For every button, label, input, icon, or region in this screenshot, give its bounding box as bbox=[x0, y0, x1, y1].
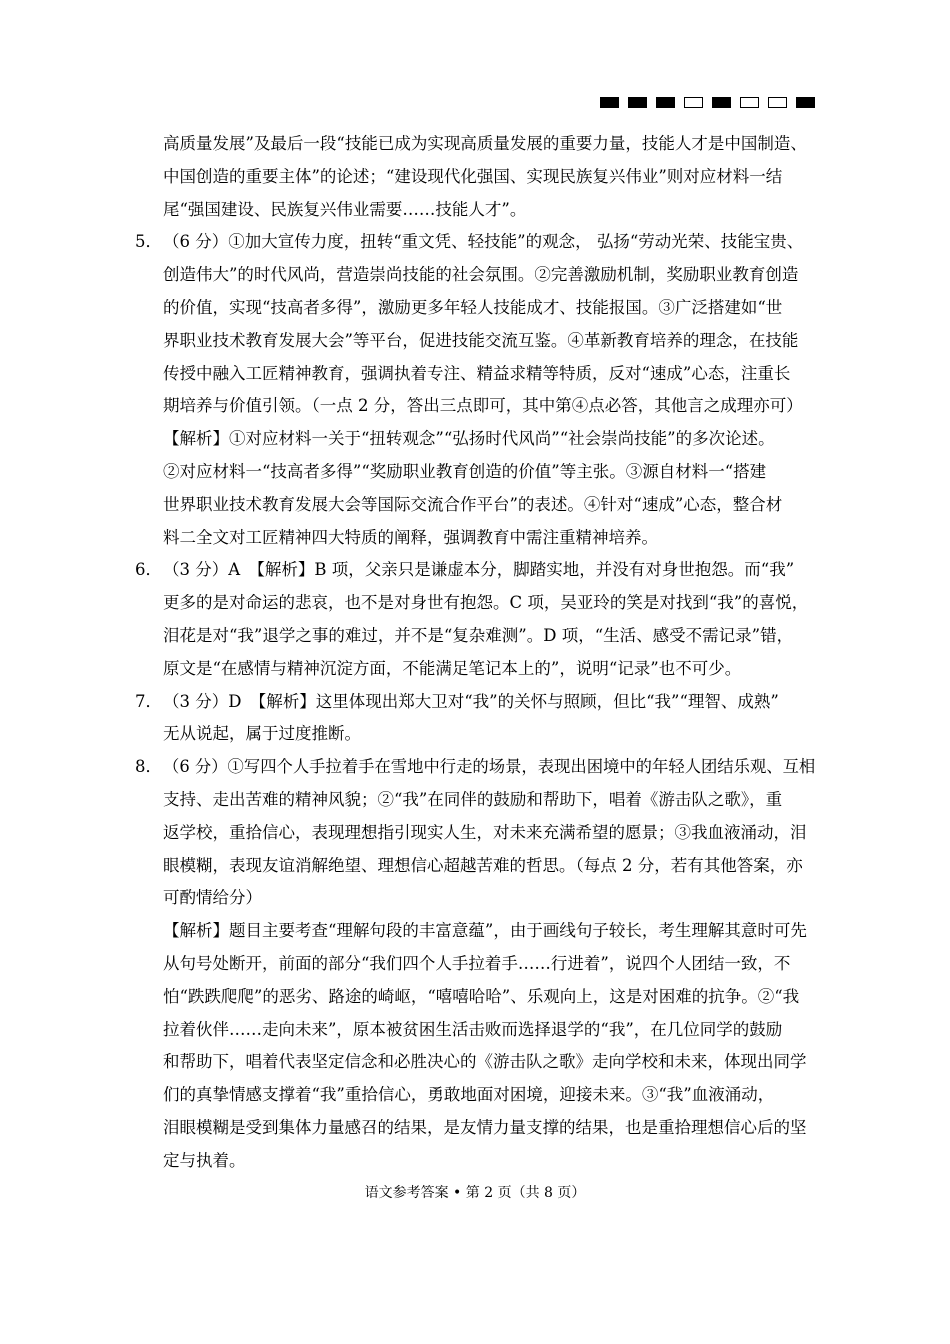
text-line: （6 分）①写四个人手拉着手在雪地中行走的场景，表现出困境中的年轻人团结乐观、互相 bbox=[163, 757, 816, 777]
question-number: 6． bbox=[135, 560, 162, 580]
text-line: 的价值，实现“技高者多得”，激励更多年轻人技能成才、技能报国。③广泛搭建如“世 bbox=[163, 297, 783, 317]
question-number: 7． bbox=[135, 691, 162, 711]
text-line: 界职业技术教育发展大会”等平台，促进技能交流互鉴。④革新教育培养的理念，在技能 bbox=[163, 330, 799, 350]
answer-content bbox=[135, 128, 815, 1178]
text-line: 料二全文对工匠精神四大特质的阐释，强调教育中需注重精神培养。 bbox=[163, 527, 658, 547]
header-mark bbox=[628, 97, 647, 108]
intro-paragraph bbox=[135, 128, 815, 226]
text-line: 无从说起，属于过度推断。 bbox=[163, 724, 361, 744]
text-line: 传授中融入工匠精神教育，强调执着专注、精益求精等特质，反对“速成”心态，注重长 bbox=[163, 363, 791, 383]
header-mark bbox=[684, 97, 703, 108]
header-mark bbox=[740, 97, 759, 108]
text-line: 泪眼模糊是受到集体力量感召的结果，是友情力量支撑的结果，也是重拾理想信心后的坚 bbox=[163, 1117, 807, 1137]
text-line: 创造伟大”的时代风尚，营造崇尚技能的社会氛围。②完善激励机制，奖励职业教育创造 bbox=[163, 265, 799, 285]
text-line: 更多的是对命运的悲哀，也不是对身世有抱怨。C 项，吴亚玲的笑是对找到“我”的喜悦， bbox=[163, 593, 809, 613]
text-line: 【解析】①对应材料一关于“扭转观念”“弘扬时代风尚”“社会崇尚技能”的多次论述。 bbox=[163, 429, 775, 449]
header-mark bbox=[600, 97, 619, 108]
text-line: 中国创造的重要主体”的论述；“建设现代化强国、实现民族复兴伟业”则对应材料一结 bbox=[163, 166, 783, 186]
text-line: 定与执着。 bbox=[163, 1150, 246, 1170]
text-line: 返学校，重拾信心，表现理想指引现实人生，对未来充满希望的愿景；③我血液涌动，泪 bbox=[163, 822, 807, 842]
text-line: ②对应材料一“技高者多得”“奖励职业教育创造的价值”等主张。③源自材料一“搭建 bbox=[163, 461, 767, 481]
text-line: 从句号处断开，前面的部分“我们四个人手拉着手……行进着”，说四个人团结一致，不 bbox=[163, 953, 791, 973]
question-7 bbox=[135, 686, 815, 752]
question-8 bbox=[135, 751, 815, 1177]
question-number: 8． bbox=[135, 757, 162, 777]
text-line: （3 分）D 【解析】这里体现出郑大卫对“我”的关怀与照顾，但比“我”“理智、成熟” bbox=[163, 691, 779, 711]
header-mark bbox=[656, 97, 675, 108]
header-mark bbox=[768, 97, 787, 108]
text-line: 尾“强国建设、民族复兴伟业需要……技能人才”。 bbox=[163, 199, 527, 219]
text-line: 怕“跌跌爬爬”的恶劣、路途的崎岖，“嘻嘻哈哈”、乐观向上，这是对困难的抗争。②“我 bbox=[163, 986, 800, 1006]
text-line: 和帮助下，唱着代表坚定信念和必胜决心的《游击队之歌》走向学校和未来，体现出同学 bbox=[163, 1052, 807, 1072]
question-number: 5． bbox=[135, 232, 162, 252]
header-mark bbox=[796, 97, 815, 108]
header-mark bbox=[712, 97, 731, 108]
text-line: 高质量发展”及最后一段“技能已成为实现高质量发展的重要力量，技能人才是中国制造、 bbox=[163, 134, 807, 153]
text-line: 期培养与价值引领。（一点 2 分，答出三点即可，其中第④点必答，其他言之成理亦可） bbox=[163, 396, 803, 416]
page-footer: 语文参考答案 • 第 2 页（共 8 页） bbox=[364, 1185, 586, 1201]
text-line: 们的真挚情感支撑着“我”重拾信心，勇敢地面对困境，迎接未来。③“我”血液涌动， bbox=[163, 1085, 775, 1105]
header-marks bbox=[600, 97, 815, 108]
text-line: 世界职业技术教育发展大会等国际交流合作平台”的表述。④针对“速成”心态，整合材 bbox=[163, 494, 783, 514]
text-line: 支持、走出苦难的精神风貌；②“我”在同伴的鼓励和帮助下，唱着《游击队之歌》，重 bbox=[163, 789, 783, 809]
text-line: 可酌情给分） bbox=[163, 888, 262, 908]
text-line: （6 分）①加大宣传力度，扭转“重文凭、轻技能”的观念， 弘扬“劳动光荣、技能宝贵、 bbox=[163, 232, 804, 252]
text-line: 【解析】题目主要考查“理解句段的丰富意蕴”，由于画线句子较长，考生理解其意时可先 bbox=[163, 921, 807, 941]
question-6 bbox=[135, 554, 815, 685]
text-line: 眼模糊，表现友谊消解绝望、理想信心超越苦难的哲思。（每点 2 分，若有其他答案，亦 bbox=[163, 855, 803, 875]
question-5 bbox=[135, 226, 815, 554]
text-line: 原文是“在感情与精神沉淀方面，不能满足笔记本上的”，说明“记录”也不可少。 bbox=[163, 658, 742, 678]
text-line: （3 分）A 【解析】B 项，父亲只是谦虚本分，脚踏实地，并没有对身世抱怨。而“我” bbox=[163, 560, 795, 580]
text-line: 泪花是对“我”退学之事的难过，并不是“复杂难测”。D 项，“生活、感受不需记录”错， bbox=[163, 625, 794, 645]
text-line: 拉着伙伴……走向未来”，原本被贫困生活击败而选择退学的“我”，在几位同学的鼓励 bbox=[163, 1019, 783, 1039]
